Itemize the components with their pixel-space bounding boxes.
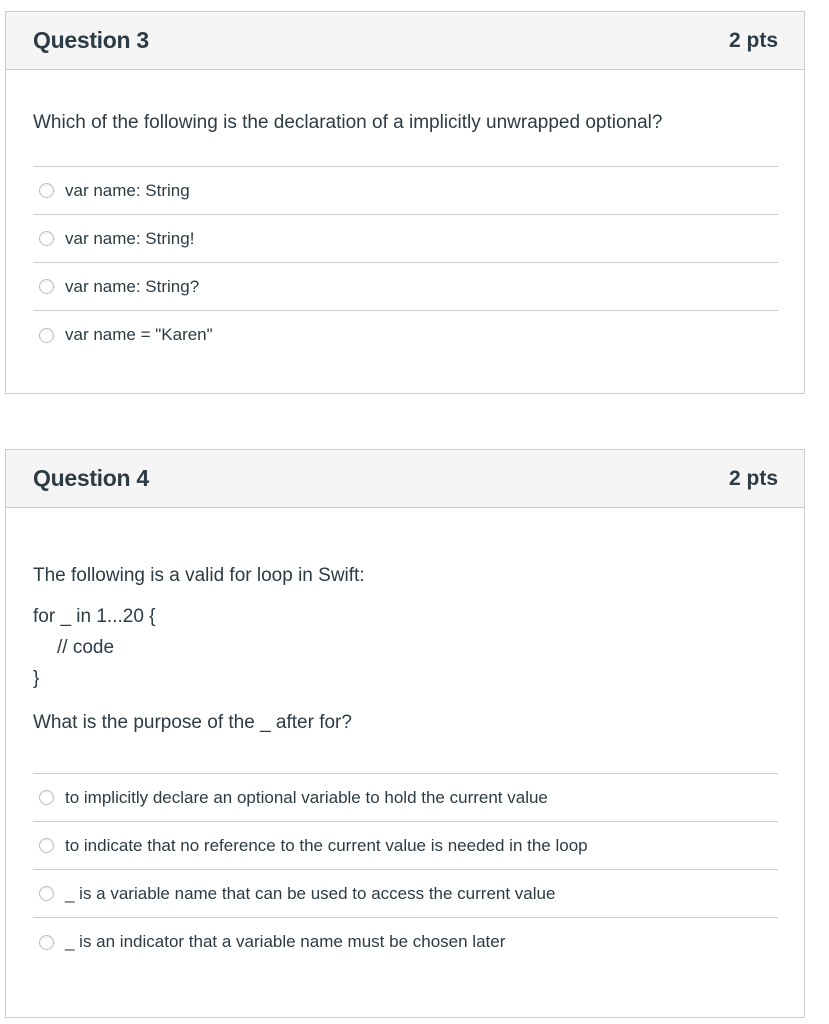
question-title: Question 4 [33, 465, 149, 491]
answer-label[interactable]: var name: String! [65, 228, 195, 248]
radio-button[interactable] [39, 231, 54, 246]
answer-label[interactable]: to indicate that no reference to the current value is needed in the loop [65, 835, 588, 855]
code-line: for _ in 1...20 { [33, 606, 156, 627]
answer-option[interactable] [33, 774, 778, 822]
question-intro: The following is a valid for loop in Swift: [33, 565, 365, 586]
radio-button[interactable] [39, 183, 54, 198]
code-line: } [33, 668, 40, 689]
answer-label[interactable]: _ is a variable name that can be used to access the current value [65, 883, 556, 903]
question-title: Question 3 [33, 27, 149, 53]
answer-label[interactable]: var name = "Karen" [65, 325, 213, 344]
radio-button[interactable] [39, 328, 54, 343]
question-header [6, 12, 804, 70]
radio-button[interactable] [39, 838, 54, 853]
question-3-card [5, 11, 805, 394]
radio-button[interactable] [39, 886, 54, 901]
answer-option[interactable] [33, 822, 778, 870]
radio-button[interactable] [39, 790, 54, 805]
question-header [6, 450, 804, 508]
answer-list [33, 166, 778, 359]
answer-label[interactable]: var name: String [65, 180, 190, 200]
radio-button[interactable] [39, 279, 54, 294]
answer-option[interactable] [33, 215, 778, 263]
radio-button[interactable] [39, 935, 54, 950]
question-prompt: Which of the following is the declaration of a implicitly unwrapped optional? [33, 112, 663, 133]
answer-option[interactable] [33, 870, 778, 918]
answer-option[interactable] [33, 918, 778, 966]
answer-option[interactable] [33, 167, 778, 215]
question-4-card [5, 449, 805, 1018]
question-points: 2 pts [728, 28, 778, 52]
answer-list [33, 773, 778, 966]
question-body [6, 70, 804, 359]
code-snippet [33, 601, 778, 694]
answer-option[interactable] [33, 311, 778, 359]
answer-option[interactable] [33, 263, 778, 311]
code-line: // code [57, 637, 115, 658]
answer-label[interactable]: to implicitly declare an optional variable to hold the current value [65, 787, 548, 807]
question-prompt: What is the purpose of the _ after for? [33, 712, 352, 733]
answer-label[interactable]: _ is an indicator that a variable name must be chosen later [65, 932, 506, 951]
question-points: 2 pts [728, 466, 778, 490]
question-body [6, 508, 804, 966]
answer-label[interactable]: var name: String? [65, 276, 200, 296]
